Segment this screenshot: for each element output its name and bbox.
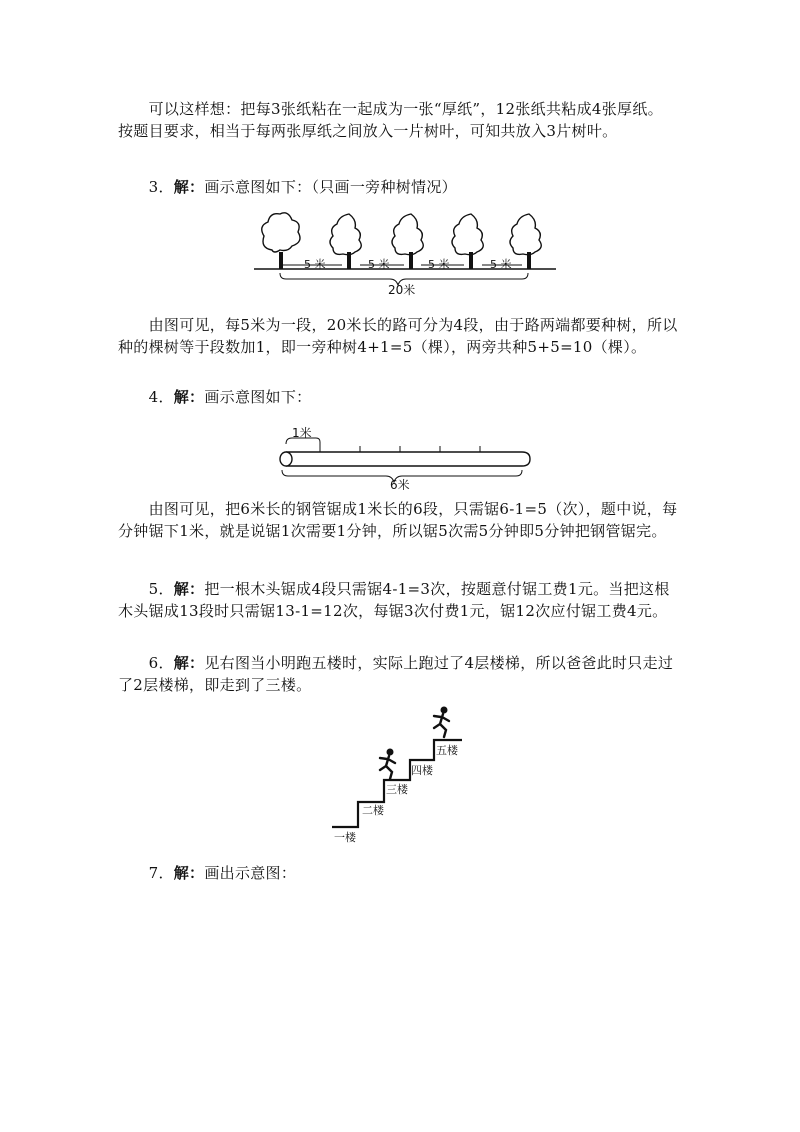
segment-label: 5 米 [304, 258, 326, 271]
steel-pipe-diagram [272, 420, 534, 490]
total-length-label: 20米 [388, 283, 416, 297]
solution-7-text: 画出示意图： [204, 864, 297, 882]
solution-5-number: 5． [118, 580, 174, 598]
floor-label: 一楼 [334, 831, 356, 844]
solution-3-explanation: 由图可见，每5米为一段，20米长的路可分为4段，由于路两端都要种树，所以种的棵树等于段数加1，即一旁种树4+1=5（棵），两旁共种5+5=10（棵）。 [118, 316, 678, 356]
segment-label: 5 米 [490, 258, 512, 271]
runner-icon [434, 707, 449, 738]
solution-7-number: 7． [118, 864, 174, 882]
runner-icon [380, 749, 395, 780]
solution-7-label: 解： [173, 864, 205, 882]
pipe-body [286, 452, 530, 466]
tree-planting-diagram [250, 212, 560, 298]
solution-5-text: 把一根木头锯成4段只需锯4-1=3次，按题意付锯工费1元。当把这根木头锯成13段时只需锯13-1=12次，每锯3次付费1元，锯12次应付锯工费4元。 [118, 580, 670, 620]
intro-paragraph: 可以这样想：把每3张纸粘在一起成为一张“厚纸”，12张纸共粘成4张厚纸。按题目要求，相当于每两张厚纸之间放入一片树叶，可知共放入3片树叶。 [118, 100, 663, 140]
solution-3-label: 解： [173, 178, 205, 196]
solution-3-text: 画示意图如下：（只画一旁种树情况） [204, 178, 457, 196]
solution-7-heading [118, 862, 678, 884]
solution-6 [118, 652, 678, 696]
solution-3-number: 3． [118, 178, 174, 196]
tree-icon [510, 214, 541, 269]
solution-5-label: 解： [173, 580, 205, 598]
segment-label: 5 米 [428, 258, 450, 271]
solution-4-explanation: 由图可见，把6米长的钢管锯成1米长的6段，只需锯6-1=5（次），题中说，每分钟锯下1米，就是说锯1次需要1分钟，所以锯5次需5分钟即5分钟把钢管锯完。 [118, 500, 678, 540]
solution-6-text: 见右图当小明跑五楼时，实际上跑过了4层楼梯，所以爸爸此时只走过了2层楼梯，即走到了三楼。 [118, 654, 674, 694]
tree-icon [392, 214, 423, 269]
solution-4-number: 4． [118, 388, 174, 406]
solution-4-label: 解： [173, 388, 205, 406]
total-length-label: 6米 [390, 478, 410, 490]
staircase-diagram [328, 702, 476, 846]
solution-5 [118, 578, 678, 622]
floor-label: 四楼 [411, 764, 433, 777]
solution-6-label: 解： [173, 654, 205, 672]
tree-icon [452, 214, 483, 269]
segment-label: 5 米 [368, 258, 390, 271]
solution-4-text: 画示意图如下： [204, 388, 312, 406]
floor-label: 五楼 [436, 744, 458, 757]
unit-length-label: 1米 [292, 426, 312, 440]
tree-icon [330, 214, 361, 269]
solution-3-heading [118, 176, 678, 198]
floor-label: 二楼 [362, 804, 384, 817]
solution-6-number: 6． [118, 654, 174, 672]
tree-icon [262, 213, 300, 269]
solution-4-heading [118, 386, 678, 408]
floor-label: 三楼 [386, 783, 408, 796]
